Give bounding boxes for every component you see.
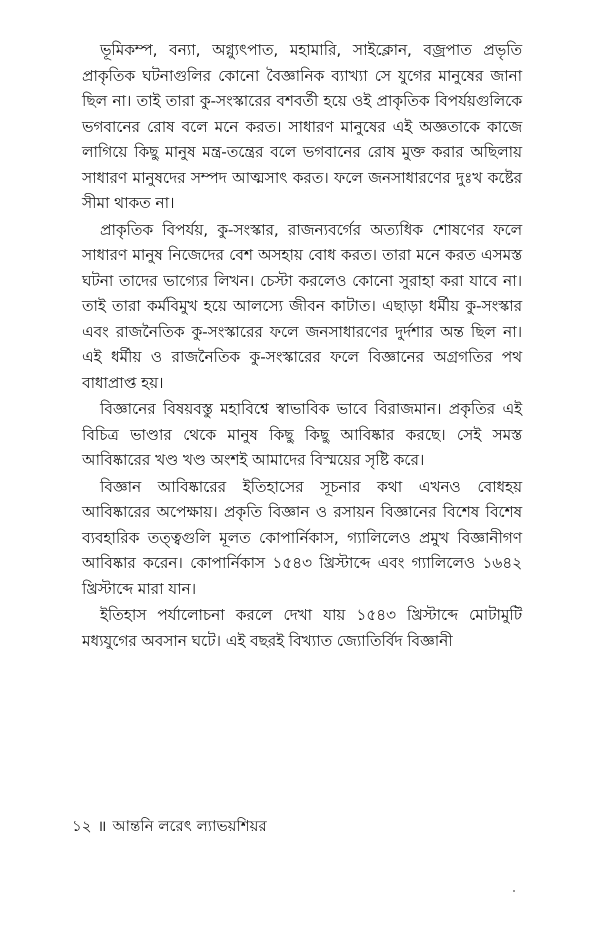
page-number: ১২ [72, 817, 92, 835]
footer-separator: ॥ [97, 817, 107, 835]
page-footer [72, 815, 267, 837]
scan-speck [513, 890, 515, 892]
paragraph-5: ইতিহাস পর্যালোচনা করলে দেখা যায় ১৫৪৩ খ্রিস্টাব্দে মোটামুটি মধ্যযুগের অবসান ঘটে। এই বছরই বিখ্যাত জ্যোতির্বিদ বিজ্ঞানী [82, 606, 522, 650]
body-text [82, 38, 522, 654]
running-title: আন্তনি লরেৎ ল্যাভয়শিয়র [112, 817, 267, 835]
paragraph-1: ভূমিকম্প, বন্যা, অগ্ন্যুৎপাত, মহামারি, সাইক্লোন, বজ্রপাত প্রভৃতি প্রাকৃতিক ঘটনাগুলির কোনো বৈজ্ঞানিক ব্যাখ্যা সে যুগের মানুষের জানা ছিল না। তাই তারা কু-সংস্কারের বশবর্তী হয়ে ওই প্রাকৃতিক বিপর্যয়গুলিকে ভগবানের রোষ বলে মনে করত। সাধারণ মানুষের এই অজ্ঞতাকে কাজে লাগিয়ে কিছু মানুষ মন্ত্র-তন্ত্রের বলে ভগবানের রোষ মুক্ত করার অছিলায় সাধারণ মানুষদের সম্পদ আত্মসাৎ করত। ফলে জনসাধারণের দুঃখ কষ্টের সীমা থাকত না। [82, 41, 522, 212]
paragraph-4: বিজ্ঞান আবিষ্কারের ইতিহাসের সূচনার কথা এখনও বোধহয় আবিষ্কারের অপেক্ষায়। প্রকৃতি বিজ্ঞান ও রসায়ন বিজ্ঞানের বিশেষ বিশেষ ব্যবহারিক তত্ত্বগুলি মূলত কোপার্নিকাস, গ্যালিলেও প্রমুখ বিজ্ঞানীগণ আবিষ্কার করেন। কোপার্নিকাস ১৫৪৩ খ্রিস্টাব্দে এবং গ্যালিলেও ১৬৪২ খ্রিস্টাব্দে মারা যান। [82, 477, 523, 598]
paragraph-2: প্রাকৃতিক বিপর্যয়, কু-সংস্কার, রাজন্যবর্গের অত্যধিক শোষণের ফলে সাধারণ মানুষ নিজেদের বেশ অসহায় বোধ করত। তারা মনে করত এসমস্ত ঘটনা তাদের ভাগ্যের লিখন। চেস্টা করলেও কোনো সুরাহা করা যাবে না। তাই তারা কর্মবিমুখ হয়ে আলস্যে জীবন কাটাত। এছাড়া ধর্মীয় কু-সংস্কার এবং রাজনৈতিক কু-সংস্কারের ফলে জনসাধারণের দুর্দশার অন্ত ছিল না। এই ধর্মীয় ও রাজনৈতিক কু-সংস্কারের ফলে বিজ্ঞানের অগ্রগতির পথ বাধাপ্রাপ্ত হয়। [82, 220, 522, 392]
paragraph-3: বিজ্ঞানের বিষয়বস্তু মহাবিশ্বে স্বাভাবিক ভাবে বিরাজমান। প্রকৃতির এই বিচিত্র ভাণ্ডার থেকে মানুষ কিছু কিছু আবিষ্কার করছে। সেই সমস্ত আবিষ্কারের খণ্ড খণ্ড অংশই আমাদের বিস্ময়ের সৃষ্টি করে। [82, 400, 522, 469]
